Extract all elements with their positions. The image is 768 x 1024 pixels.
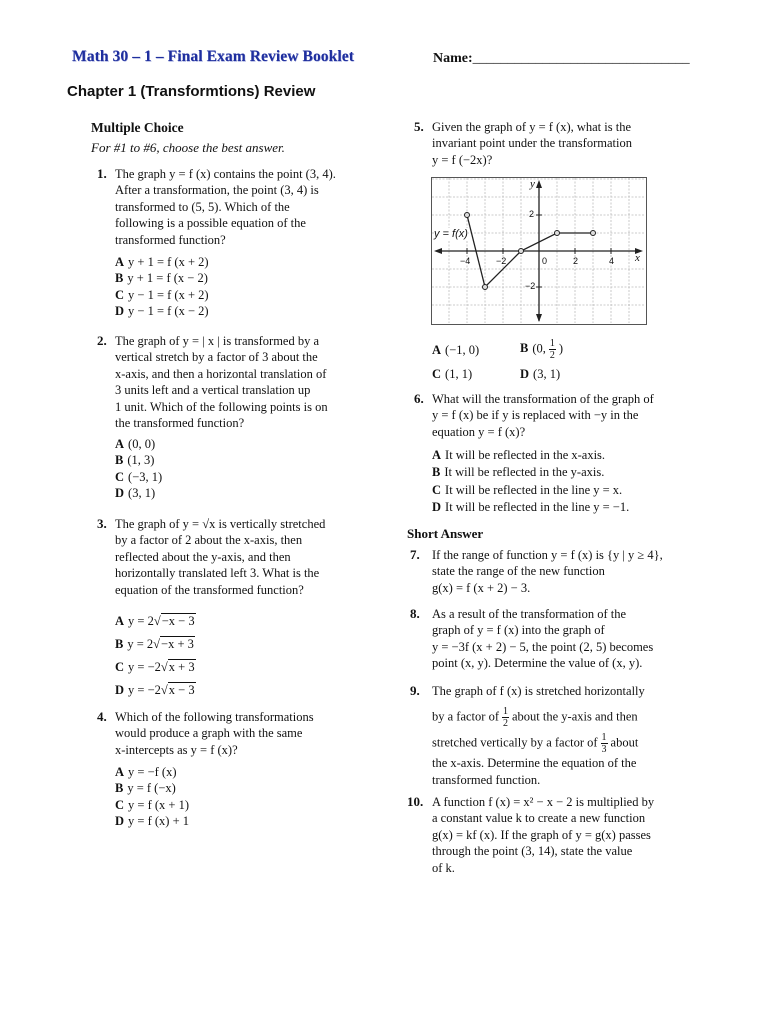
question-text-line: following is a possible equation of the [115, 216, 306, 231]
option-c: C y = f (x + 1) [115, 797, 189, 812]
question-text-line: reflected about the y-axis, and then [115, 549, 291, 564]
name-field [433, 51, 690, 67]
question-number: 10. [407, 794, 424, 809]
question-number: 3. [97, 516, 107, 531]
question-text-line: state the range of the new function [432, 564, 605, 579]
instructions: For #1 to #6, choose the best answer. [91, 140, 285, 155]
question-8 [410, 606, 710, 676]
option-a: A (−1, 0) [432, 343, 480, 357]
option-d: D y = f (x) + 1 [115, 814, 189, 829]
question-text-line: the x-axis. Determine the equation of the [432, 756, 637, 771]
x-tick-label: 4 [609, 256, 615, 266]
y-tick-label: 2 [529, 209, 535, 219]
question-text-line: Given the graph of y = f (x), what is the [432, 120, 632, 134]
question-text-line: 1 unit. Which of the following points is on [115, 399, 328, 414]
option-a: A y + 1 = f (x + 2) [115, 255, 209, 269]
axes [438, 183, 639, 321]
multiple-choice-heading: Multiple Choice [91, 120, 184, 135]
question-number: 7. [410, 547, 420, 562]
question-text-line: x-axis, and then a horizontal translation of [115, 366, 327, 381]
question-text-line: invariant point under the transformation [432, 136, 632, 151]
question-text-line: through the point (3, 14), state the value [432, 844, 633, 859]
question-text-line: stretched vertically by a factor of $\frac{1}{3}$ about [432, 732, 639, 756]
question-text-line: The graph of y = √x is vertically stretched [115, 517, 326, 531]
option-b: B (1, 3) [115, 453, 155, 468]
question-number: 5. [414, 119, 424, 134]
options-list [432, 447, 629, 517]
question-text-line: The graph of y = | x | is transformed by a [115, 334, 320, 348]
question-text-line: g(x) = kf (x). If the graph of y = g(x) passes [432, 827, 651, 842]
question-text-line: A function f (x) = x² − x − 2 is multiplied by [432, 795, 655, 809]
x-axis-left-arrow-icon [434, 248, 442, 254]
question-5-options [432, 338, 692, 386]
question-text-line: 3 units left and a vertical translation up [115, 383, 311, 398]
question-text-line: equation y = f (x)? [432, 424, 526, 439]
option-c: C It will be reflected in the line y = x. [432, 482, 623, 497]
y-axis-label: y [530, 178, 535, 190]
question-text-line: by a factor of 2 about the x-axis, then [115, 533, 303, 548]
option-b: B y = 2√−x + 3 [115, 637, 194, 651]
options-list [115, 764, 189, 830]
option-a: A y = 2√−x − 3 [115, 614, 195, 628]
question-5 [414, 119, 714, 174]
question-number: 1. [97, 166, 107, 181]
question-6 [414, 391, 714, 516]
question-text-line: the transformed function? [115, 416, 245, 431]
x-axis-label: x [635, 252, 640, 264]
option-d: D (3, 1) [115, 486, 156, 501]
options-list [115, 610, 196, 702]
question-text-line: would produce a graph with the same [115, 726, 303, 741]
x-tick-label: −2 [496, 256, 507, 266]
name-line: _______________________________ [472, 51, 690, 66]
question-text-line: As a result of the transformation of the [432, 607, 627, 621]
question-1 [97, 166, 387, 326]
graph-svg [432, 178, 645, 323]
question-text-line: The graph y = f (x) contains the point (3, 4). [115, 167, 336, 181]
question-text-line: What will the transformation of the graph of [432, 392, 654, 406]
question-9 [410, 683, 710, 791]
name-label: Name: [433, 51, 473, 66]
question-text-line: y = f (−2x)? [432, 152, 493, 167]
question-text-line: point (x, y). Determine the value of (x, y). [432, 656, 643, 671]
question-7 [410, 547, 710, 602]
chapter-title: Chapter 1 (Transformtions) Review [67, 83, 316, 100]
question-text-line: horizontally translated left 3. What is the [115, 566, 320, 581]
question-number: 9. [410, 683, 420, 698]
question-text-line: a constant value k to create a new function [432, 811, 646, 826]
question-text-line: transformed function? [115, 232, 226, 247]
options-list [115, 254, 209, 320]
question-number: 6. [414, 391, 424, 406]
function-label: y = f(x) [434, 228, 468, 240]
y-axis-down-arrow-icon [536, 314, 542, 322]
booklet-title: Math 30 – 1 – Final Exam Review Booklet [72, 48, 355, 65]
question-text-line: Which of the following transformations [115, 710, 314, 724]
option-d: D It will be reflected in the line y = −1. [432, 500, 630, 515]
question-text-line: x-intercepts as y = f (x)? [115, 742, 238, 757]
question-3 [97, 516, 392, 701]
x-tick-label: −4 [460, 256, 471, 266]
option-b: B y = f (−x) [115, 781, 176, 796]
question-text-line: y = −3f (x + 2) − 5, the point (2, 5) becomes [432, 639, 654, 654]
y-axis-up-arrow-icon [536, 180, 542, 188]
question-2 [97, 333, 387, 508]
option-c: C y = −2√x + 3 [115, 660, 195, 674]
option-c: C (1, 1) [432, 367, 473, 381]
option-b: B y + 1 = f (x − 2) [115, 271, 208, 286]
question-number: 8. [410, 606, 420, 621]
option-c: C (−3, 1) [115, 469, 163, 484]
question-text-line: transformed function. [432, 772, 541, 787]
y-tick-label: −2 [525, 281, 536, 291]
question-10 [407, 794, 712, 884]
question-number: 4. [97, 709, 107, 724]
question-text-line: The graph of f (x) is stretched horizontally [432, 684, 645, 698]
options-list [115, 436, 162, 502]
option-c: C y − 1 = f (x + 2) [115, 287, 209, 302]
question-text-line: transformed to (5, 5). Which of the [115, 199, 290, 214]
x-tick-label: 0 [542, 256, 548, 266]
option-d: D y = −2√x − 3 [115, 683, 195, 697]
question-text-line: y = f (x) be if y is replaced with −y in the [432, 408, 639, 423]
short-answer-heading: Short Answer [407, 526, 484, 541]
question-text-line: g(x) = f (x + 2) − 3. [432, 580, 531, 595]
option-a: A It will be reflected in the x-axis. [432, 448, 606, 462]
question-text-line: After a transformation, the point (3, 4) is [115, 183, 319, 198]
option-d: D (3, 1) [520, 367, 561, 381]
question-text-line: of k. [432, 860, 455, 875]
question-text-line: equation of the transformed function? [115, 582, 304, 597]
option-a: A y = −f (x) [115, 765, 177, 779]
option-b: B (0, $\frac{1}{2}$ ) [520, 338, 564, 361]
question-text-line: vertical stretch by a factor of 3 about the [115, 350, 318, 365]
x-tick-label: 2 [573, 256, 579, 266]
option-a: A (0, 0) [115, 437, 156, 451]
question-text-line: graph of y = f (x) into the graph of [432, 623, 605, 638]
question-4 [97, 709, 387, 839]
question-number: 2. [97, 333, 107, 348]
option-b: B It will be reflected in the y-axis. [432, 465, 605, 480]
option-d: D y − 1 = f (x − 2) [115, 304, 209, 319]
question-text-line: by a factor of $\frac{1}{2}$ about the y-axis and then [432, 706, 638, 730]
function-graph [431, 177, 647, 325]
question-text-line: If the range of function y = f (x) is {y | y ≥ 4}, [432, 548, 663, 562]
